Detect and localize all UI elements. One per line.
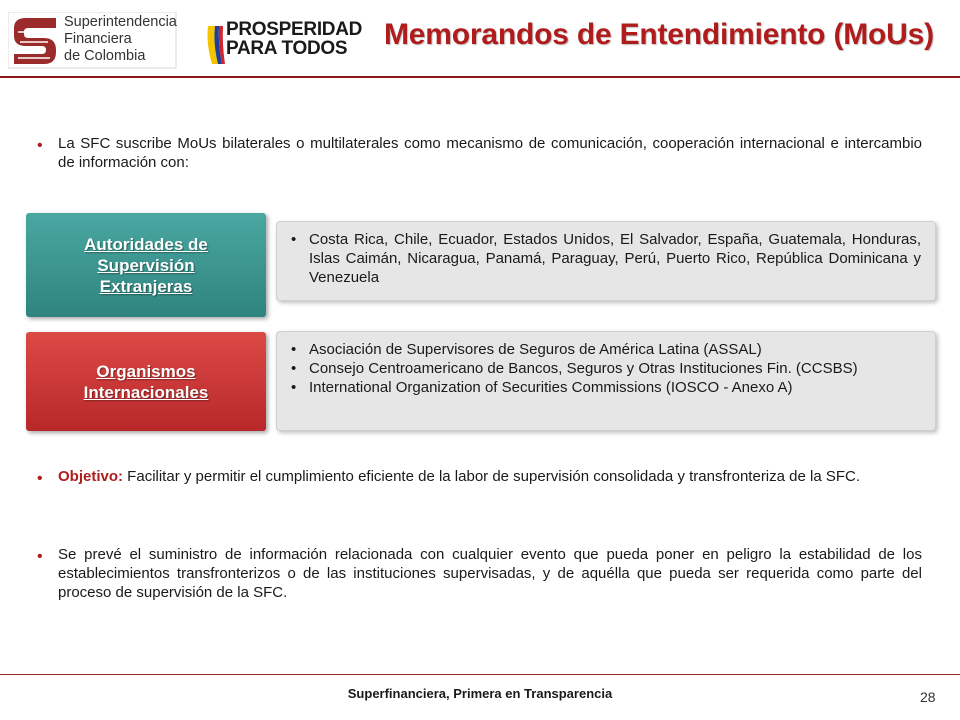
campaign-line1: PROSPERIDAD — [226, 19, 363, 40]
slide-header — [0, 0, 960, 80]
bullet-icon: • — [37, 470, 43, 487]
bullet-icon: • — [37, 548, 43, 565]
sfc-org-line3: de Colombia — [64, 48, 146, 64]
sfc-org-line1: Superintendencia — [64, 14, 177, 30]
list-item: • Costa Rica, Chile, Ecuador, Estados Unidos, El Salvador, España, Guatemala, Honduras, Islas Caimán, Nicaragua, Panamá, Paraguay, Perú, Puerto Rico, República Dominicana y Venezuela — [287, 230, 921, 287]
category-label-foreign-authorities — [26, 213, 266, 317]
campaign-logo-text — [226, 20, 362, 58]
page-number: 28 — [920, 689, 936, 705]
header-divider — [0, 76, 960, 78]
sfc-org-line2: Financiera — [64, 31, 132, 47]
campaign-line2: PARA TODOS — [226, 38, 348, 59]
slide-title: Memorandos de Entendimiento (MoUs) — [384, 18, 934, 51]
category1-line1: Autoridades de — [84, 234, 208, 254]
foreign-authorities-list — [276, 221, 936, 301]
category-label-international-organizations — [26, 332, 266, 431]
list-item: • International Organization of Securities Commissions (IOSCO - Anexo A) — [287, 378, 921, 397]
footer-tagline: Superfinanciera, Primera en Transparencia — [347, 686, 613, 701]
footer-divider — [0, 674, 960, 675]
objective-text: Facilitar y permitir el cumplimiento eficiente de la labor de supervisión consolidada y transfronteriza de la SFC. — [123, 468, 861, 485]
provision-paragraph: Se prevé el suministro de información relacionada con cualquier evento que pueda poner en peligro la estabilidad de los establecimientos transfronterizos o de las instituciones supervisadas, y de aquélla que pueda ser requerida como parte del proceso de supervisión de la SFC. — [58, 546, 922, 601]
category1-line2: Supervisión — [97, 255, 195, 275]
list-item: • Asociación de Supervisores de Seguros de América Latina (ASSAL) — [287, 340, 921, 359]
international-organizations-list — [276, 331, 936, 431]
objective-paragraph — [58, 467, 922, 486]
category2-line2: Internacionales — [83, 382, 209, 402]
intro-paragraph: La SFC suscribe MoUs bilaterales o multilaterales como mecanismo de comunicación, cooperación internacional e intercambio de información con: — [58, 135, 922, 171]
category2-line1: Organismos — [96, 361, 196, 381]
category1-line3: Extranjeras — [99, 276, 193, 296]
sfc-org-name — [64, 14, 177, 65]
bullet-icon: • — [37, 137, 43, 154]
objective-label: Objetivo: — [58, 468, 124, 485]
list-item: • Consejo Centroamericano de Bancos, Seguros y Otras Instituciones Fin. (CCSBS) — [287, 359, 921, 378]
